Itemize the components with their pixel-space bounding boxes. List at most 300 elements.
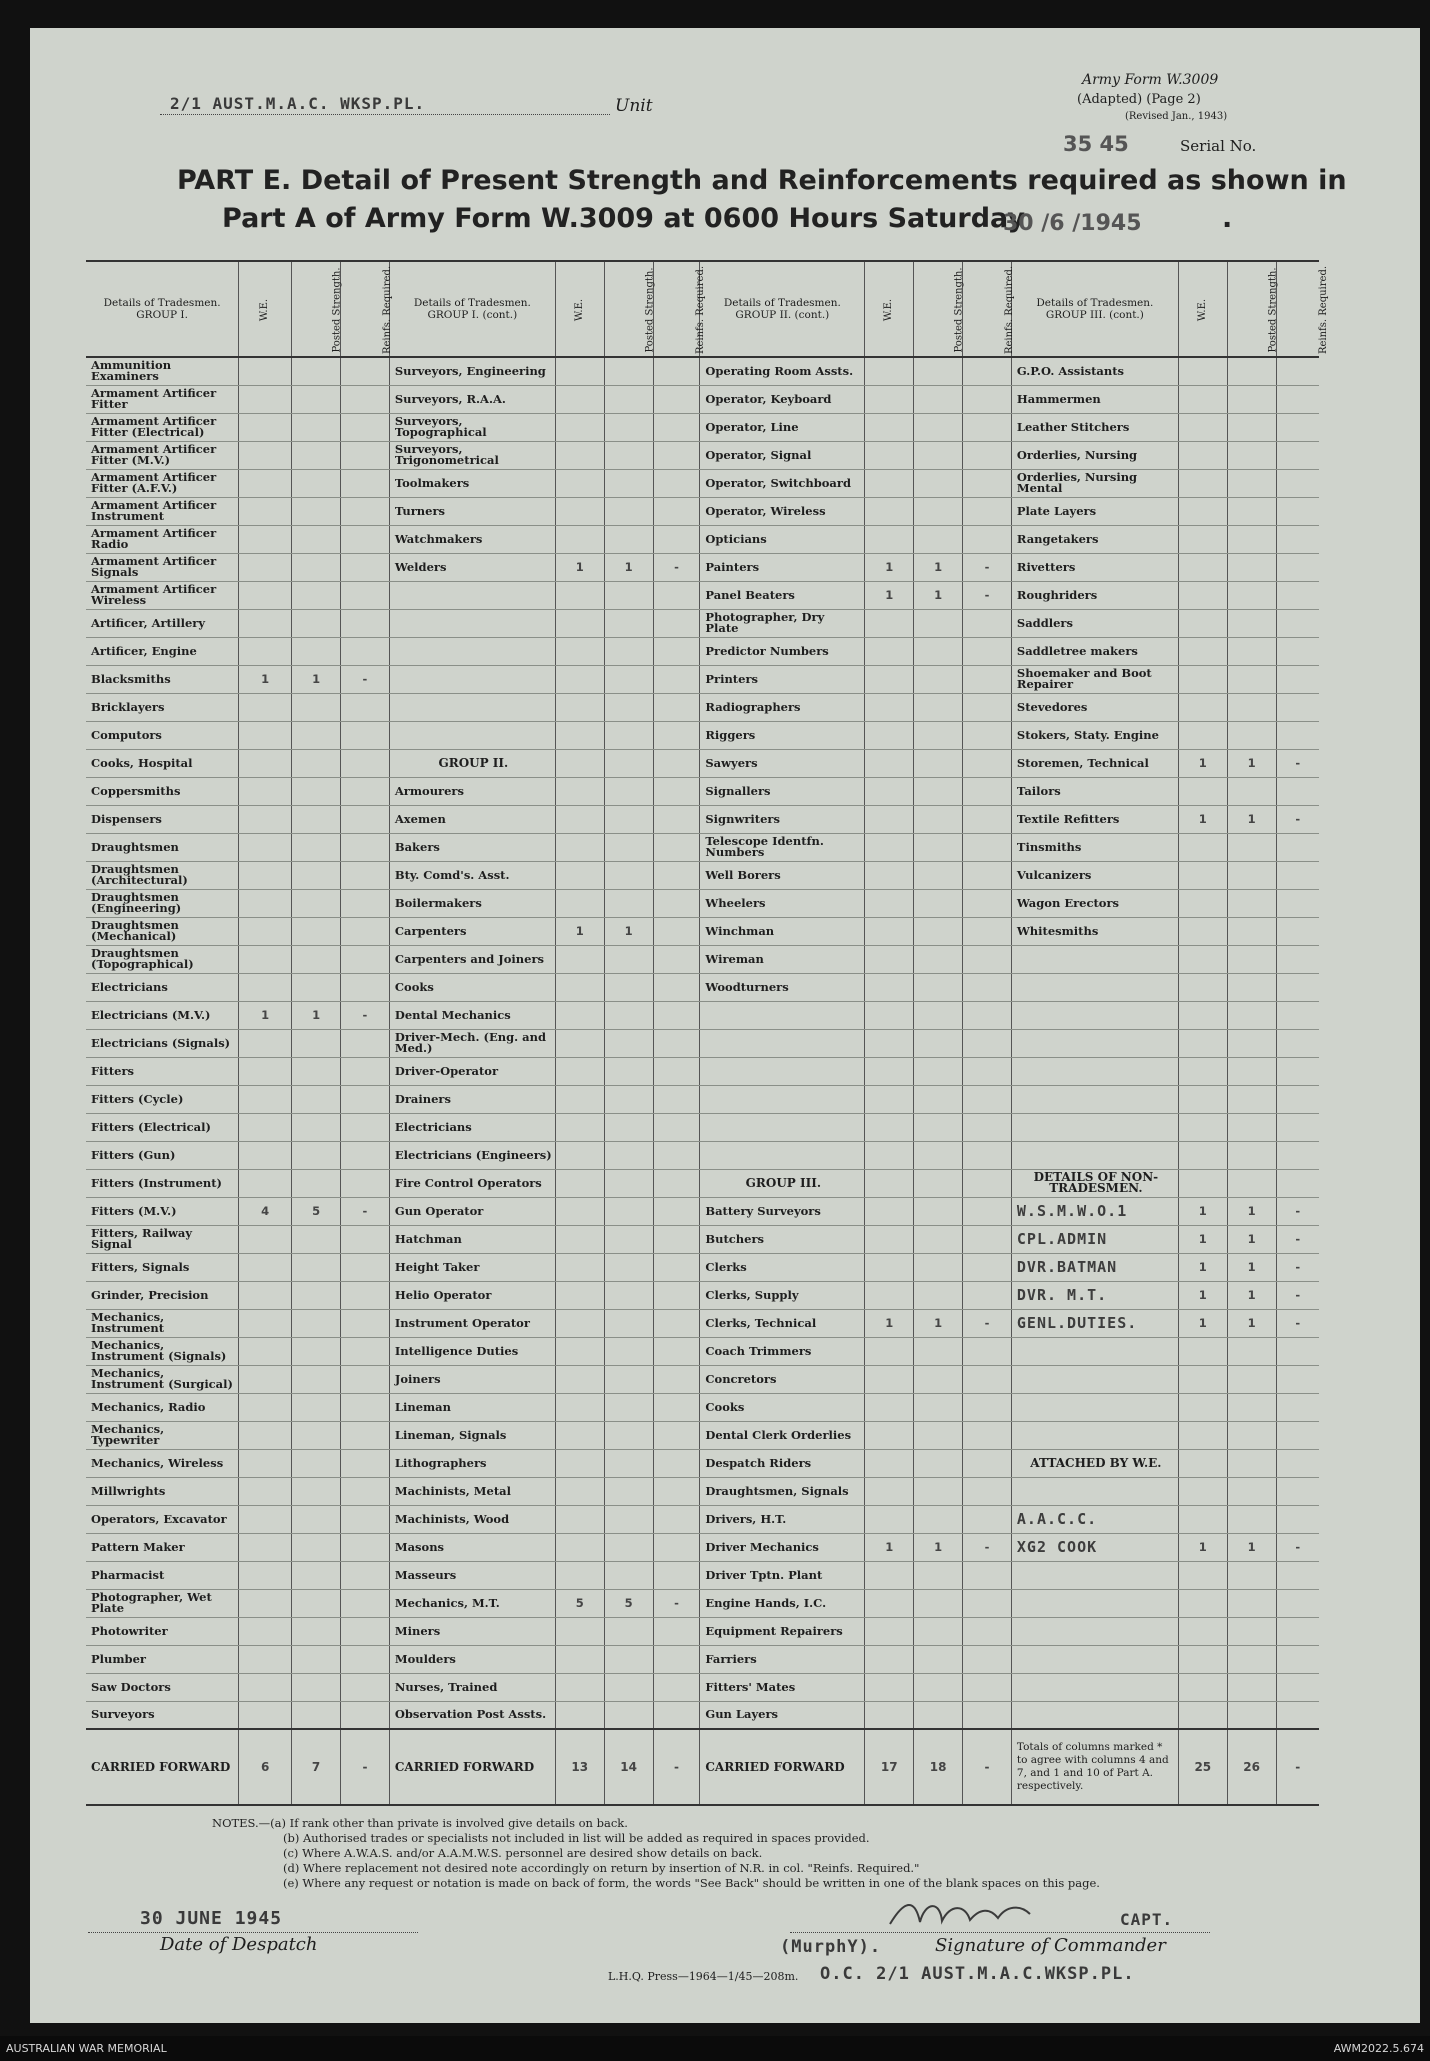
trade-name: Ammunition Examiners: [86, 357, 239, 385]
reinfs-value: [653, 357, 700, 385]
we-value: [239, 1533, 292, 1561]
note-b: (b) Authorised trades or specialists not included in list will be added as required in spaces provided.: [283, 1831, 870, 1845]
trade-name: Opticians: [700, 525, 865, 553]
archive-footer: [0, 2036, 1430, 2061]
posted-value: [292, 1393, 341, 1421]
reinfs-value: [1276, 1505, 1319, 1533]
trade-name: Mechanics, M.T.: [389, 1589, 555, 1617]
totals-note: Totals of columns marked * to agree with columns 4 and 7, and 1 and 10 of Part A. respectively.: [1011, 1729, 1178, 1805]
posted-header: Posted Strength.: [292, 261, 341, 357]
we-value: [1178, 973, 1227, 1001]
trade-name: Electricians (Engineers): [389, 1141, 555, 1169]
trade-name: [1011, 1477, 1178, 1505]
reinfs-value: [963, 861, 1012, 889]
trade-name: [389, 637, 555, 665]
trade-name: [1011, 1701, 1178, 1729]
posted-value: [914, 973, 963, 1001]
trade-name: Electricians: [389, 1113, 555, 1141]
posted-value: [1227, 1029, 1276, 1057]
reinfs-value: -: [1276, 1225, 1319, 1253]
trade-name: Mechanics, Radio: [86, 1393, 239, 1421]
trade-name: Surveyors, R.A.A.: [389, 385, 555, 413]
trade-name: Clerks, Technical: [700, 1309, 865, 1337]
posted-value: [292, 1253, 341, 1281]
posted-value: [292, 1645, 341, 1673]
posted-value: [604, 357, 653, 385]
we-value: [865, 833, 914, 861]
posted-value: [604, 1673, 653, 1701]
trade-name: Electricians (Signals): [86, 1029, 239, 1057]
we-header: W.E.: [865, 261, 914, 357]
trade-name: Computors: [86, 721, 239, 749]
trade-name: Coach Trimmers: [700, 1337, 865, 1365]
reinfs-value: [653, 1169, 700, 1197]
table-row: [86, 1113, 1319, 1141]
reinfs-value: [653, 637, 700, 665]
we-value: [1178, 1365, 1227, 1393]
trade-name: ATTACHED BY W.E.: [1011, 1449, 1178, 1477]
posted-value: [292, 1169, 341, 1197]
trade-name: Driver Tptn. Plant: [700, 1561, 865, 1589]
reinfs-value: [963, 637, 1012, 665]
reinfs-value: [653, 497, 700, 525]
reinfs-value: [963, 1477, 1012, 1505]
reinfs-value: [1276, 385, 1319, 413]
we-value: 1: [865, 1533, 914, 1561]
reinfs-value: [341, 1309, 390, 1337]
form-line3: (Revised Jan., 1943): [1125, 111, 1228, 122]
posted-value: [914, 525, 963, 553]
we-value: [555, 1029, 604, 1057]
trade-name: Draughtsmen (Mechanical): [86, 917, 239, 945]
trade-name: Joiners: [389, 1365, 555, 1393]
reinfs-value: [341, 637, 390, 665]
we-value: [865, 721, 914, 749]
reinfs-value: [963, 917, 1012, 945]
posted-value: [1227, 945, 1276, 973]
trade-name: Draughtsmen (Architectural): [86, 861, 239, 889]
trade-name: Stevedores: [1011, 693, 1178, 721]
archive-name: AUSTRALIAN WAR MEMORIAL: [6, 2042, 167, 2055]
posted-value: [914, 1085, 963, 1113]
trade-name: [700, 1113, 865, 1141]
trade-name: [1011, 1337, 1178, 1365]
we-value: 1: [1178, 749, 1227, 777]
we-value: [239, 469, 292, 497]
we-value: [555, 609, 604, 637]
trade-name: Surveyors, Topographical: [389, 413, 555, 441]
reinfs-value: [653, 777, 700, 805]
reinfs-value: [653, 889, 700, 917]
reinfs-value: [963, 1365, 1012, 1393]
posted-value: [604, 1029, 653, 1057]
posted-value: [292, 693, 341, 721]
we-value: [555, 1701, 604, 1729]
posted-value: [604, 413, 653, 441]
posted-value: [914, 1589, 963, 1617]
trade-name: Mechanics, Instrument: [86, 1309, 239, 1337]
posted-value: [292, 805, 341, 833]
reinfs-value: [653, 1197, 700, 1225]
reinfs-value: [341, 1561, 390, 1589]
reinfs-value: [653, 1365, 700, 1393]
posted-value: [1227, 1421, 1276, 1449]
reinfs-value: [341, 357, 390, 385]
trade-name: Artificer, Artillery: [86, 609, 239, 637]
table-row: [86, 777, 1319, 805]
reinfs-value: [653, 1057, 700, 1085]
trade-name: GROUP III.: [700, 1169, 865, 1197]
reinfs-value: [341, 861, 390, 889]
posted-value: [292, 385, 341, 413]
posted-value: [604, 833, 653, 861]
trade-name: Armament Artificer Wireless: [86, 581, 239, 609]
we-value: [555, 1337, 604, 1365]
trade-name: Whitesmiths: [1011, 917, 1178, 945]
signature-line: [790, 1932, 1210, 1933]
reinfs-value: [1276, 1365, 1319, 1393]
reinfs-value: [341, 553, 390, 581]
reinfs-value: [653, 1085, 700, 1113]
table-row: [86, 1617, 1319, 1645]
posted-value: [604, 1477, 653, 1505]
trade-name: [1011, 1589, 1178, 1617]
carried-forward-label: CARRIED FORWARD: [700, 1729, 865, 1805]
reinfs-value: [653, 1505, 700, 1533]
we-value: [555, 413, 604, 441]
table-row: [86, 721, 1319, 749]
posted-value: 1: [292, 665, 341, 693]
we-value: [1178, 889, 1227, 917]
trade-name: Pattern Maker: [86, 1533, 239, 1561]
we-value: [865, 665, 914, 693]
we-value: [555, 833, 604, 861]
commander-signature: [880, 1894, 1080, 1934]
posted-value: [604, 581, 653, 609]
reinfs-value: [653, 1477, 700, 1505]
we-value: [555, 1505, 604, 1533]
trade-name: Fitters (Cycle): [86, 1085, 239, 1113]
trade-name: XG2 COOK: [1011, 1533, 1178, 1561]
posted-value: [292, 1225, 341, 1253]
posted-value: [914, 385, 963, 413]
posted-value: [604, 1281, 653, 1309]
posted-value: [604, 1085, 653, 1113]
we-value: [239, 1029, 292, 1057]
trade-name: Miners: [389, 1617, 555, 1645]
header-row: [86, 261, 1319, 357]
trade-name: Draughtsmen, Signals: [700, 1477, 865, 1505]
we-value: [1178, 665, 1227, 693]
trade-name: Tinsmiths: [1011, 833, 1178, 861]
table-body: [86, 357, 1319, 1729]
reinfs-value: [1276, 1701, 1319, 1729]
posted-value: [604, 1001, 653, 1029]
posted-value: [1227, 1617, 1276, 1645]
reinfs-value: [341, 945, 390, 973]
we-value: [865, 777, 914, 805]
posted-value: [292, 1365, 341, 1393]
signature-label: Signature of Commander: [935, 1935, 1166, 1956]
we-value: [865, 1001, 914, 1029]
unit-line: [160, 114, 610, 115]
we-value: [865, 1169, 914, 1197]
posted-value: 1: [1227, 805, 1276, 833]
trade-name: Textile Refitters: [1011, 805, 1178, 833]
we-value: [239, 1701, 292, 1729]
table-row: [86, 1225, 1319, 1253]
we-value: [865, 525, 914, 553]
posted-value: [604, 861, 653, 889]
posted-value: 1: [604, 917, 653, 945]
posted-value: [292, 1281, 341, 1309]
trade-name: Helio Operator: [389, 1281, 555, 1309]
reinfs-value: [963, 441, 1012, 469]
trade-name: Carpenters and Joiners: [389, 945, 555, 973]
posted-value: 1: [1227, 1225, 1276, 1253]
trade-name: Masons: [389, 1533, 555, 1561]
posted-value: [292, 469, 341, 497]
posted-value: [914, 1225, 963, 1253]
press-line: L.H.Q. Press—1964—1/45—208m.: [608, 1970, 799, 1983]
posted-value: [1227, 1673, 1276, 1701]
trade-name: Panel Beaters: [700, 581, 865, 609]
reinfs-value: [963, 1701, 1012, 1729]
reinfs-value: [1276, 525, 1319, 553]
we-value: [555, 1421, 604, 1449]
we-value: [1178, 1617, 1227, 1645]
we-value: [865, 889, 914, 917]
we-value: [555, 1673, 604, 1701]
posted-value: [1227, 1393, 1276, 1421]
we-value: [865, 497, 914, 525]
trade-name: Fitters (Electrical): [86, 1113, 239, 1141]
reinfs-value: [653, 1281, 700, 1309]
we-value: [555, 1365, 604, 1393]
we-header: W.E.: [1178, 261, 1227, 357]
table-row: [86, 1561, 1319, 1589]
reinfs-value: [653, 469, 700, 497]
reinfs-value: [341, 721, 390, 749]
reinfs-value: [653, 413, 700, 441]
we-value: [555, 357, 604, 385]
trade-name: Mechanics, Instrument (Surgical): [86, 1365, 239, 1393]
we-value: [1178, 441, 1227, 469]
we-value: [239, 553, 292, 581]
reinfs-value: [341, 497, 390, 525]
we-value: 1: [1178, 1309, 1227, 1337]
we-value: [1178, 945, 1227, 973]
we-value: [239, 861, 292, 889]
posted-value: [1227, 637, 1276, 665]
trade-name: Turners: [389, 497, 555, 525]
trade-name: Well Borers: [700, 861, 865, 889]
we-value: [239, 637, 292, 665]
we-value: [239, 1561, 292, 1589]
reinfs-value: [653, 525, 700, 553]
posted-value: [914, 917, 963, 945]
trade-name: Operator, Wireless: [700, 497, 865, 525]
we-value: [865, 413, 914, 441]
reinfs-value: [1276, 917, 1319, 945]
reinfs-value: [1276, 1141, 1319, 1169]
posted-value: [604, 609, 653, 637]
we-value: [1178, 525, 1227, 553]
table-row: [86, 973, 1319, 1001]
reinfs-value: [653, 1701, 700, 1729]
posted-value: [292, 833, 341, 861]
trade-name: [389, 581, 555, 609]
we-value: [1178, 357, 1227, 385]
trade-name: [1011, 1421, 1178, 1449]
we-value: [239, 973, 292, 1001]
reinfs-value: [653, 581, 700, 609]
trade-name: Surveyors, Engineering: [389, 357, 555, 385]
reinfs-value: [1276, 1393, 1319, 1421]
reinfs-value: [1276, 1169, 1319, 1197]
note-a: NOTES.—(a) If rank other than private is involved give details on back.: [212, 1816, 628, 1830]
cf-g1-we: 6: [239, 1729, 292, 1805]
trade-name: Masseurs: [389, 1561, 555, 1589]
reinfs-value: [653, 441, 700, 469]
we-value: [239, 1589, 292, 1617]
we-value: [239, 833, 292, 861]
trade-name: Operating Room Assts.: [700, 357, 865, 385]
reinfs-value: [1276, 637, 1319, 665]
reinfs-value: [963, 497, 1012, 525]
reinfs-value: [1276, 1001, 1319, 1029]
posted-value: [604, 497, 653, 525]
posted-value: [914, 609, 963, 637]
posted-value: [1227, 1085, 1276, 1113]
group2-cont-header: Details of Tradesmen. GROUP II. (cont.): [700, 261, 865, 357]
posted-value: [914, 1477, 963, 1505]
reinfs-value: [341, 1673, 390, 1701]
reinfs-value: [963, 1421, 1012, 1449]
trade-name: Operator, Signal: [700, 441, 865, 469]
trade-name: [1011, 1673, 1178, 1701]
posted-value: [1227, 777, 1276, 805]
we-value: [865, 1701, 914, 1729]
posted-value: [1227, 1057, 1276, 1085]
reinfs-value: [341, 1589, 390, 1617]
reinfs-value: [653, 665, 700, 693]
we-value: [1178, 1589, 1227, 1617]
we-value: [555, 1169, 604, 1197]
trade-name: [389, 721, 555, 749]
trade-name: Winchman: [700, 917, 865, 945]
reinfs-value: -: [1276, 1281, 1319, 1309]
reinfs-value: [963, 1337, 1012, 1365]
we-value: [239, 721, 292, 749]
trade-name: Axemen: [389, 805, 555, 833]
reinfs-value: [653, 749, 700, 777]
posted-value: [914, 1673, 963, 1701]
posted-value: [914, 357, 963, 385]
we-value: [865, 693, 914, 721]
trade-name: Wheelers: [700, 889, 865, 917]
note-c: (c) Where A.W.A.S. and/or A.A.M.W.S. personnel are desired show details on back.: [283, 1846, 763, 1860]
trade-name: Operator, Keyboard: [700, 385, 865, 413]
trade-name: A.A.C.C.: [1011, 1505, 1178, 1533]
trade-name: Draughtsmen: [86, 833, 239, 861]
posted-value: [1227, 497, 1276, 525]
posted-value: [292, 721, 341, 749]
we-value: [865, 917, 914, 945]
we-value: [555, 1645, 604, 1673]
trade-name: [1011, 1029, 1178, 1057]
posted-value: [292, 945, 341, 973]
reinfs-value: [963, 1169, 1012, 1197]
posted-value: [914, 693, 963, 721]
posted-value: [914, 721, 963, 749]
we-value: [555, 1001, 604, 1029]
serial-label: Serial No.: [1180, 137, 1257, 155]
trade-name: Saw Doctors: [86, 1673, 239, 1701]
we-value: [555, 1477, 604, 1505]
reinfs-value: [341, 973, 390, 1001]
posted-value: 1: [1227, 1533, 1276, 1561]
trade-name: Armament Artificer Fitter (A.F.V.): [86, 469, 239, 497]
trade-name: Telescope Identfn. Numbers: [700, 833, 865, 861]
we-value: [1178, 497, 1227, 525]
posted-value: [1227, 1141, 1276, 1169]
we-value: [239, 1673, 292, 1701]
we-value: [865, 1449, 914, 1477]
trade-name: Orderlies, Nursing Mental: [1011, 469, 1178, 497]
reinfs-value: [963, 1057, 1012, 1085]
we-value: [239, 1477, 292, 1505]
trade-name: Nurses, Trained: [389, 1673, 555, 1701]
reinfs-value: [653, 861, 700, 889]
reinfs-value: [1276, 1589, 1319, 1617]
posted-value: [1227, 1477, 1276, 1505]
reinfs-value: [341, 1029, 390, 1057]
trade-name: Radiographers: [700, 693, 865, 721]
form-line2: (Adapted) (Page 2): [1077, 92, 1201, 107]
trade-name: Storemen, Technical: [1011, 749, 1178, 777]
reinfs-value: [963, 1001, 1012, 1029]
reinfs-value: [963, 973, 1012, 1001]
cf-g4-we: 25: [1178, 1729, 1227, 1805]
trade-name: [389, 665, 555, 693]
table-row: [86, 637, 1319, 665]
cf-g2-reinfs: -: [653, 1729, 700, 1805]
table-row: [86, 945, 1319, 973]
we-value: [555, 721, 604, 749]
trade-name: [700, 1141, 865, 1169]
reinfs-value: [1276, 945, 1319, 973]
posted-value: [604, 1533, 653, 1561]
we-value: [239, 777, 292, 805]
reinfs-value: [653, 1645, 700, 1673]
reinfs-value: [963, 1281, 1012, 1309]
posted-value: [914, 497, 963, 525]
trade-name: Machinists, Wood: [389, 1505, 555, 1533]
trade-name: Saddlers: [1011, 609, 1178, 637]
we-value: [555, 1393, 604, 1421]
we-value: [1178, 1505, 1227, 1533]
we-value: [239, 1617, 292, 1645]
we-value: [239, 1421, 292, 1449]
we-value: 1: [1178, 1533, 1227, 1561]
reinfs-value: [963, 721, 1012, 749]
table-row: [86, 1057, 1319, 1085]
posted-value: [292, 1449, 341, 1477]
we-value: [239, 357, 292, 385]
we-value: 1: [1178, 1197, 1227, 1225]
form-line1: Army Form W.3009: [1082, 72, 1219, 88]
